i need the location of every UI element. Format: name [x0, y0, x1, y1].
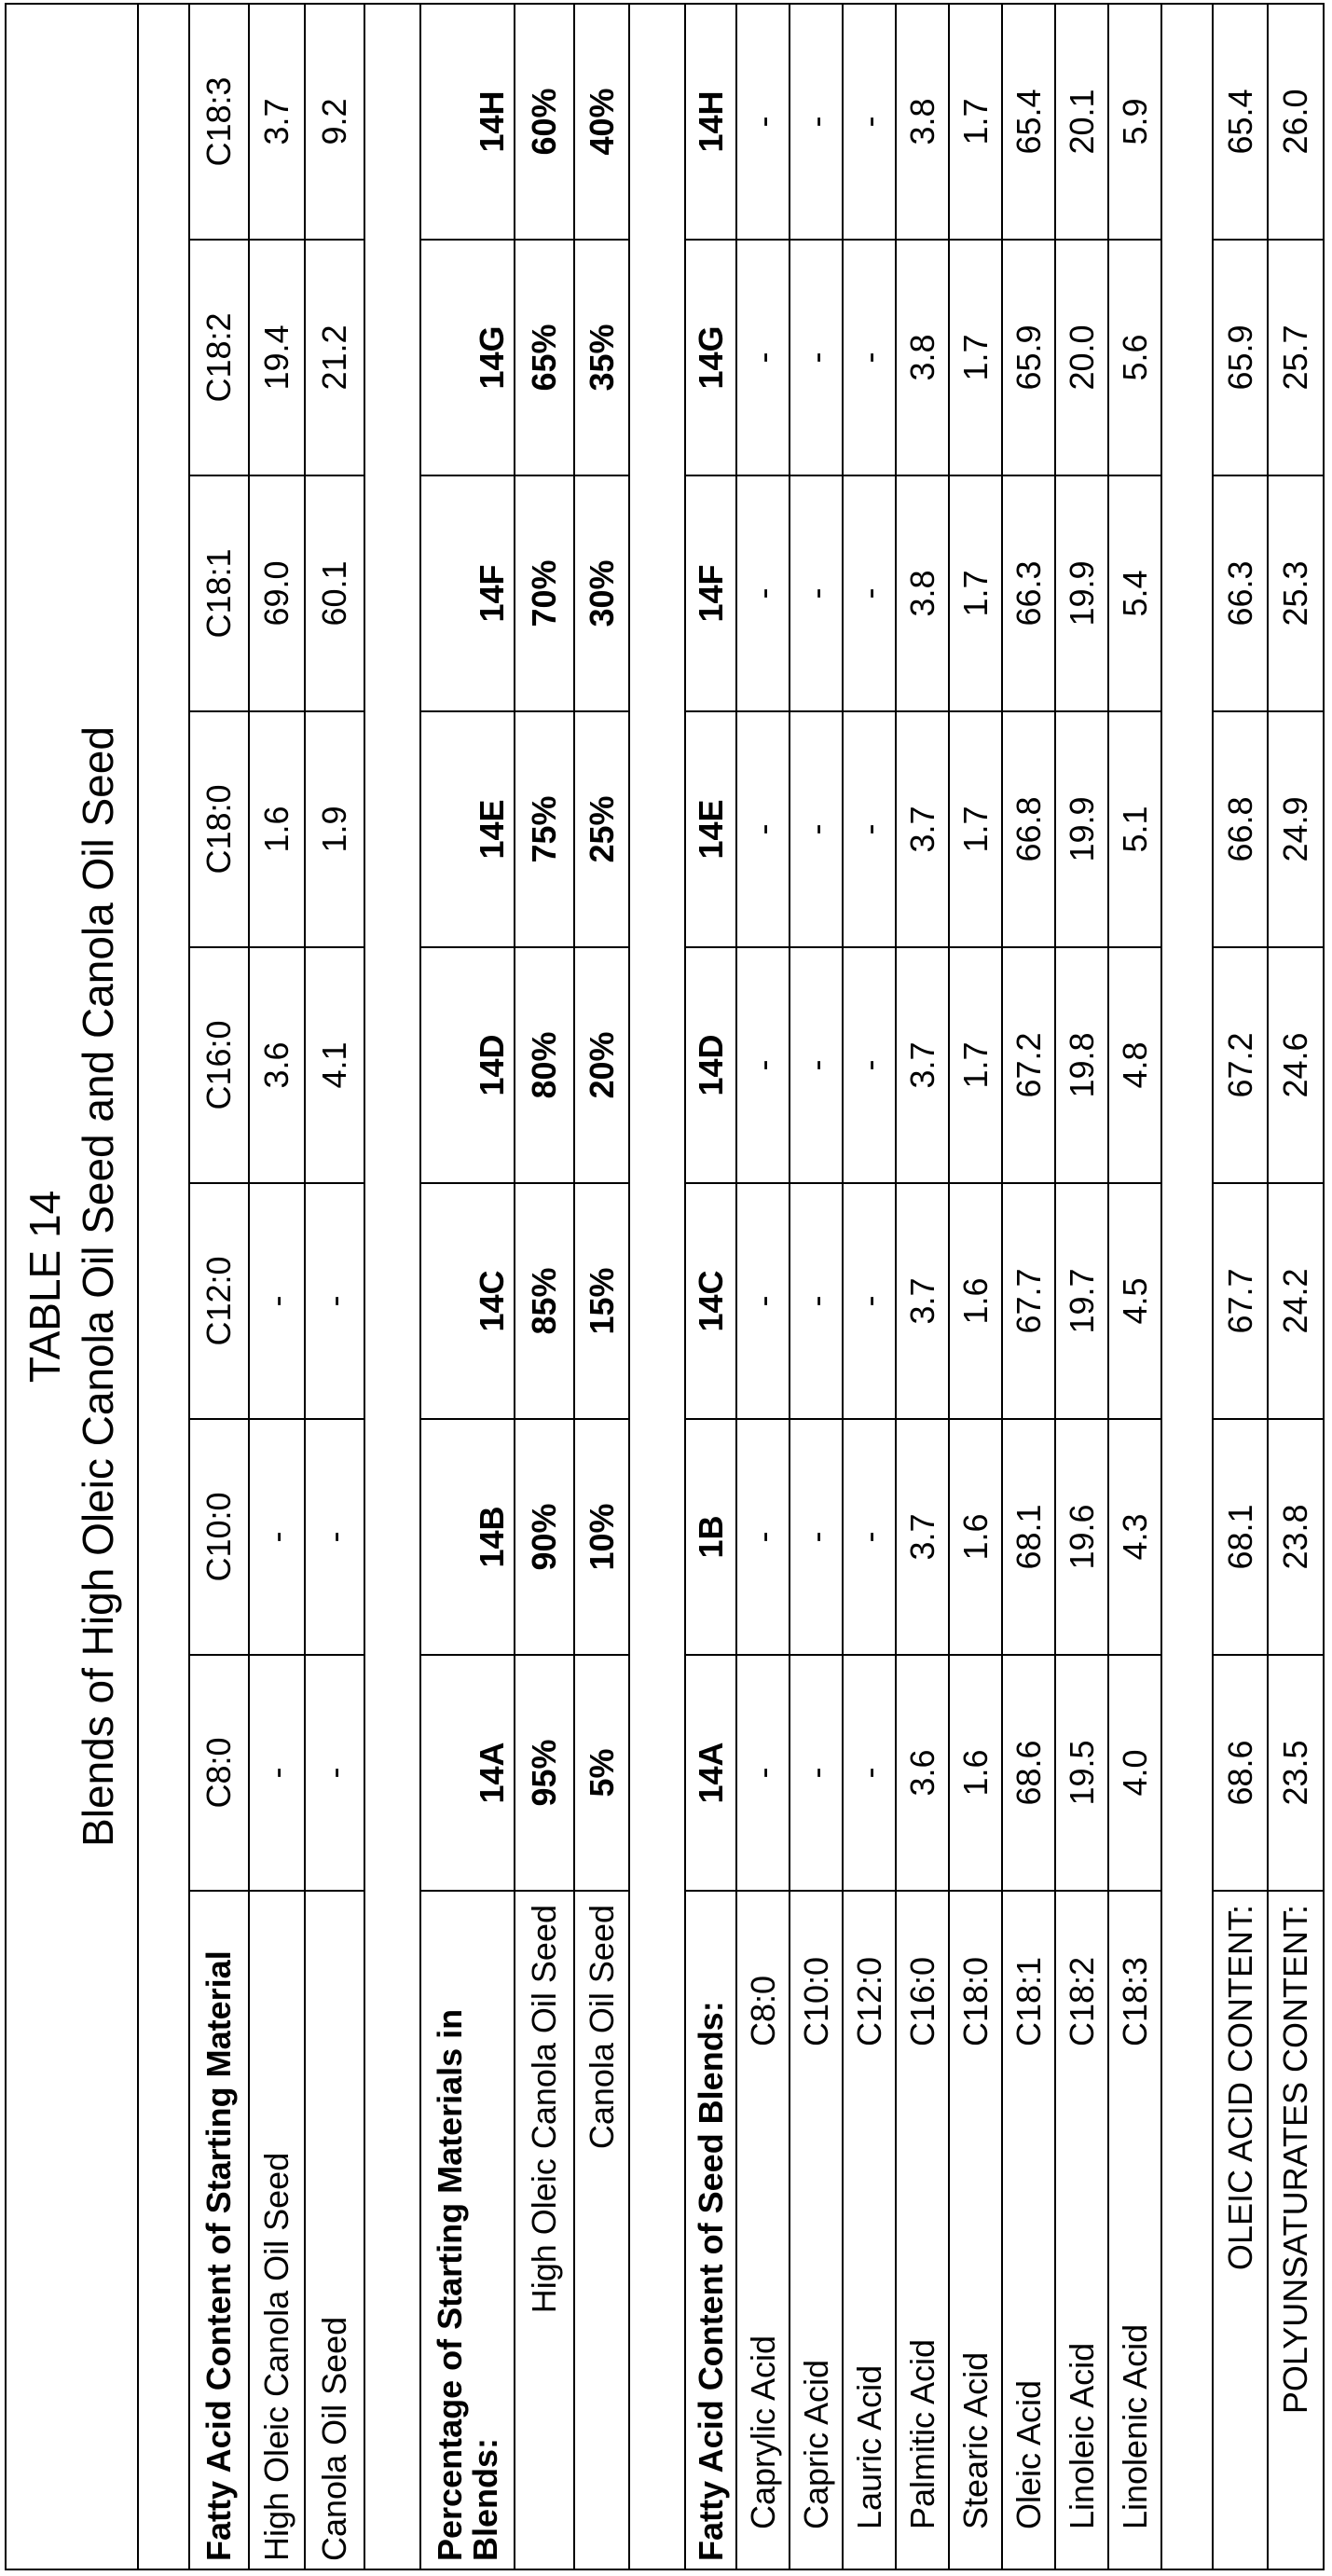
table-cell: - [790, 4, 843, 240]
percentage-cell: 75% [515, 711, 574, 947]
table-row [736, 4, 790, 2569]
table-cell: - [736, 947, 790, 1183]
table-cell: - [305, 1183, 364, 1419]
blank-row [138, 4, 189, 2569]
table-cell: - [843, 947, 896, 1183]
table-cell: - [790, 947, 843, 1183]
table-cell: 1.7 [949, 947, 1002, 1183]
acid-code: C18:1 [1011, 1957, 1047, 2046]
table-cell: 3.8 [896, 4, 949, 240]
table-cell: - [843, 4, 896, 240]
acid-name: Linoleic Acid [1064, 2343, 1100, 2529]
column-header: C8:0 [189, 1655, 249, 1891]
blank-cell [138, 4, 189, 2569]
row-label: High Oleic Canola Oil Seed [515, 1891, 574, 2569]
table-cell: - [843, 475, 896, 711]
table-cell: 5.4 [1108, 475, 1161, 711]
table-cell: - [843, 711, 896, 947]
table-cell: 3.6 [249, 947, 305, 1183]
section2-heading-line2: Blends: [466, 2438, 504, 2561]
acid-label [1002, 1891, 1055, 2569]
table-cell: - [736, 1419, 790, 1655]
acid-code: C12:0 [852, 1957, 887, 2046]
table-cell: - [736, 475, 790, 711]
table-cell: 1.7 [949, 4, 1002, 240]
percentage-cell: 30% [574, 475, 629, 711]
table-cell: - [736, 4, 790, 240]
acid-code: C16:0 [905, 1957, 941, 2046]
blank-row [1161, 4, 1213, 2569]
table-cell: 4.5 [1108, 1183, 1161, 1419]
blend-id: 14A [420, 1655, 515, 1891]
table-cell: 3.7 [896, 947, 949, 1183]
table-row [949, 4, 1002, 2569]
table-row [790, 4, 843, 2569]
percentage-cell: 85% [515, 1183, 574, 1419]
table-cell: 19.7 [1055, 1183, 1108, 1419]
acid-name: Caprylic Acid [746, 2335, 781, 2529]
summary-cell: 66.3 [1213, 475, 1268, 711]
table-cell: 19.4 [249, 240, 305, 475]
summary-row [1213, 4, 1268, 2569]
table-cell: 4.3 [1108, 1419, 1161, 1655]
column-header: C10:0 [189, 1419, 249, 1655]
acid-label [1108, 1891, 1161, 2569]
summary-cell: 66.8 [1213, 711, 1268, 947]
table-cell: 5.9 [1108, 4, 1161, 240]
table-cell: 19.5 [1055, 1655, 1108, 1891]
acid-name: Oleic Acid [1011, 2380, 1047, 2529]
blend-id: 14C [685, 1183, 736, 1419]
column-header: C16:0 [189, 947, 249, 1183]
blend-id: 14D [685, 947, 736, 1183]
table-number: TABLE 14 [21, 1191, 69, 1383]
table-cell: 1.7 [949, 475, 1002, 711]
acid-name: Palmitic Acid [905, 2339, 941, 2529]
blank-cell [629, 4, 685, 2569]
table-cell: - [736, 240, 790, 475]
summary-cell: 67.2 [1213, 947, 1268, 1183]
percentage-cell: 90% [515, 1419, 574, 1655]
blend-id: 14H [420, 4, 515, 240]
blend-id: 14B [420, 1419, 515, 1655]
summary-cell: 65.4 [1213, 4, 1268, 240]
summary-cell: 24.6 [1268, 947, 1324, 1183]
row-label: High Oleic Canola Oil Seed [249, 1891, 305, 2569]
table-cell: - [843, 1655, 896, 1891]
table-cell: - [305, 1419, 364, 1655]
table-cell: - [790, 1183, 843, 1419]
table-title [6, 4, 138, 2569]
table-cell: 20.1 [1055, 4, 1108, 240]
table-cell: 1.6 [949, 1655, 1002, 1891]
blank-cell [364, 4, 420, 2569]
table-cell: 1.6 [949, 1183, 1002, 1419]
table-row [249, 4, 305, 2569]
blend-id: 14H [685, 4, 736, 240]
summary-cell: 24.2 [1268, 1183, 1324, 1419]
table-cell: - [790, 1419, 843, 1655]
table-cell: 19.9 [1055, 475, 1108, 711]
row-label: Canola Oil Seed [574, 1891, 629, 2569]
table-row [1002, 4, 1055, 2569]
summary-label: OLEIC ACID CONTENT: [1213, 1891, 1268, 2569]
table-row [1108, 4, 1161, 2569]
table-cell: 60.1 [305, 475, 364, 711]
table-row [843, 4, 896, 2569]
table-cell: - [736, 1655, 790, 1891]
table-cell: - [736, 1183, 790, 1419]
table-cell: 68.6 [1002, 1655, 1055, 1891]
table-row [515, 4, 574, 2569]
column-header: C18:3 [189, 4, 249, 240]
table-cell: 9.2 [305, 4, 364, 240]
column-header: C12:0 [189, 1183, 249, 1419]
percentage-cell: 80% [515, 947, 574, 1183]
acid-code: C10:0 [799, 1957, 834, 2046]
section2-heading-line1: Percentage of Starting Materials in [431, 2009, 469, 2561]
section2-header-row [420, 4, 515, 2569]
table-cell: 66.3 [1002, 475, 1055, 711]
table-cell: 66.8 [1002, 711, 1055, 947]
summary-cell: 25.3 [1268, 475, 1324, 711]
table-cell: - [843, 240, 896, 475]
summary-label: POLYUNSATURATES CONTENT: [1268, 1891, 1324, 2569]
percentage-cell: 35% [574, 240, 629, 475]
percentage-cell: 65% [515, 240, 574, 475]
column-header: C18:0 [189, 711, 249, 947]
section3-heading: Fatty Acid Content of Seed Blends: [685, 1891, 736, 2569]
summary-row [1268, 4, 1324, 2569]
summary-cell: 68.1 [1213, 1419, 1268, 1655]
table-cell: 3.6 [896, 1655, 949, 1891]
table-cell: 4.8 [1108, 947, 1161, 1183]
table-cell: 5.1 [1108, 711, 1161, 947]
blend-id: 14G [420, 240, 515, 475]
summary-cell: 24.9 [1268, 711, 1324, 947]
table-cell: 4.1 [305, 947, 364, 1183]
acid-name: Lauric Acid [852, 2365, 887, 2529]
table-row [1055, 4, 1108, 2569]
table-cell: 19.9 [1055, 711, 1108, 947]
percentage-cell: 25% [574, 711, 629, 947]
table-cell: 19.6 [1055, 1419, 1108, 1655]
acid-label [949, 1891, 1002, 2569]
column-header: C18:1 [189, 475, 249, 711]
summary-cell: 67.7 [1213, 1183, 1268, 1419]
acid-code: C18:0 [958, 1957, 994, 2046]
acid-name: Linolenic Acid [1118, 2324, 1153, 2529]
table-cell: 21.2 [305, 240, 364, 475]
percentage-cell: 20% [574, 947, 629, 1183]
blank-row [364, 4, 420, 2569]
percentage-cell: 60% [515, 4, 574, 240]
row-label: Canola Oil Seed [305, 1891, 364, 2569]
table-cell: - [790, 1655, 843, 1891]
summary-cell: 65.9 [1213, 240, 1268, 475]
blend-id: 14E [685, 711, 736, 947]
table-cell: 3.7 [896, 1183, 949, 1419]
summary-cell: 23.8 [1268, 1419, 1324, 1655]
table-cell: 1.7 [949, 711, 1002, 947]
table-cell: 20.0 [1055, 240, 1108, 475]
table-cell: 4.0 [1108, 1655, 1161, 1891]
table-cell: 1.7 [949, 240, 1002, 475]
summary-cell: 23.5 [1268, 1655, 1324, 1891]
percentage-cell: 10% [574, 1419, 629, 1655]
table-cell: 1.9 [305, 711, 364, 947]
table-cell: - [249, 1183, 305, 1419]
table-cell: 3.7 [249, 4, 305, 240]
section2-heading [420, 1891, 515, 2569]
table-cell: - [249, 1419, 305, 1655]
table-cell: - [249, 1655, 305, 1891]
blank-row [629, 4, 685, 2569]
acid-name: Capric Acid [799, 2360, 834, 2529]
summary-cell: 68.6 [1213, 1655, 1268, 1891]
blend-id: 14C [420, 1183, 515, 1419]
summary-cell: 26.0 [1268, 4, 1324, 240]
acid-label [1055, 1891, 1108, 2569]
table-cell: 1.6 [949, 1419, 1002, 1655]
percentage-cell: 70% [515, 475, 574, 711]
table-cell: - [843, 1183, 896, 1419]
blend-id: 14F [685, 475, 736, 711]
table-cell: 1.6 [249, 711, 305, 947]
table-cell: - [843, 1419, 896, 1655]
table-cell: 69.0 [249, 475, 305, 711]
table-cell: 3.7 [896, 1419, 949, 1655]
blend-id: 14A [685, 1655, 736, 1891]
acid-label [843, 1891, 896, 2569]
table-row [896, 4, 949, 2569]
rotated-table-page [0, 0, 1332, 2576]
table-cell: 67.7 [1002, 1183, 1055, 1419]
table-cell: - [790, 240, 843, 475]
summary-cell: 25.7 [1268, 240, 1324, 475]
acid-code: C8:0 [746, 1976, 781, 2046]
percentage-cell: 95% [515, 1655, 574, 1891]
acid-code: C18:2 [1064, 1957, 1100, 2046]
table-row [574, 4, 629, 2569]
section1-heading: Fatty Acid Content of Starting Material [189, 1891, 249, 2569]
blend-id: 14D [420, 947, 515, 1183]
blank-cell [1161, 4, 1213, 2569]
column-header: C18:2 [189, 240, 249, 475]
blend-id: 14E [420, 711, 515, 947]
table-cell: 65.4 [1002, 4, 1055, 240]
table-14 [5, 3, 1325, 2570]
table-cell: - [736, 711, 790, 947]
table-caption: Blends of High Oleic Canola Oil Seed and Canola Oil Seed [74, 726, 122, 1847]
table-cell: 3.8 [896, 475, 949, 711]
acid-label [790, 1891, 843, 2569]
percentage-cell: 5% [574, 1655, 629, 1891]
table-cell: 19.8 [1055, 947, 1108, 1183]
acid-code: C18:3 [1118, 1957, 1153, 2046]
acid-label [736, 1891, 790, 2569]
acid-label [896, 1891, 949, 2569]
table-cell: - [790, 475, 843, 711]
table-cell: 68.1 [1002, 1419, 1055, 1655]
title-row [6, 4, 138, 2569]
table-cell: 3.8 [896, 240, 949, 475]
table-row [305, 4, 364, 2569]
table-cell: 3.7 [896, 711, 949, 947]
percentage-cell: 40% [574, 4, 629, 240]
percentage-cell: 15% [574, 1183, 629, 1419]
table-cell: 65.9 [1002, 240, 1055, 475]
acid-name: Stearic Acid [958, 2352, 994, 2529]
table-cell: 5.6 [1108, 240, 1161, 475]
section3-header-row [685, 4, 736, 2569]
blend-id: 14G [685, 240, 736, 475]
table-cell: 67.2 [1002, 947, 1055, 1183]
table-cell: - [790, 711, 843, 947]
blend-id: 1B [685, 1419, 736, 1655]
table-cell: - [305, 1655, 364, 1891]
blend-id: 14F [420, 475, 515, 711]
section1-header-row [189, 4, 249, 2569]
